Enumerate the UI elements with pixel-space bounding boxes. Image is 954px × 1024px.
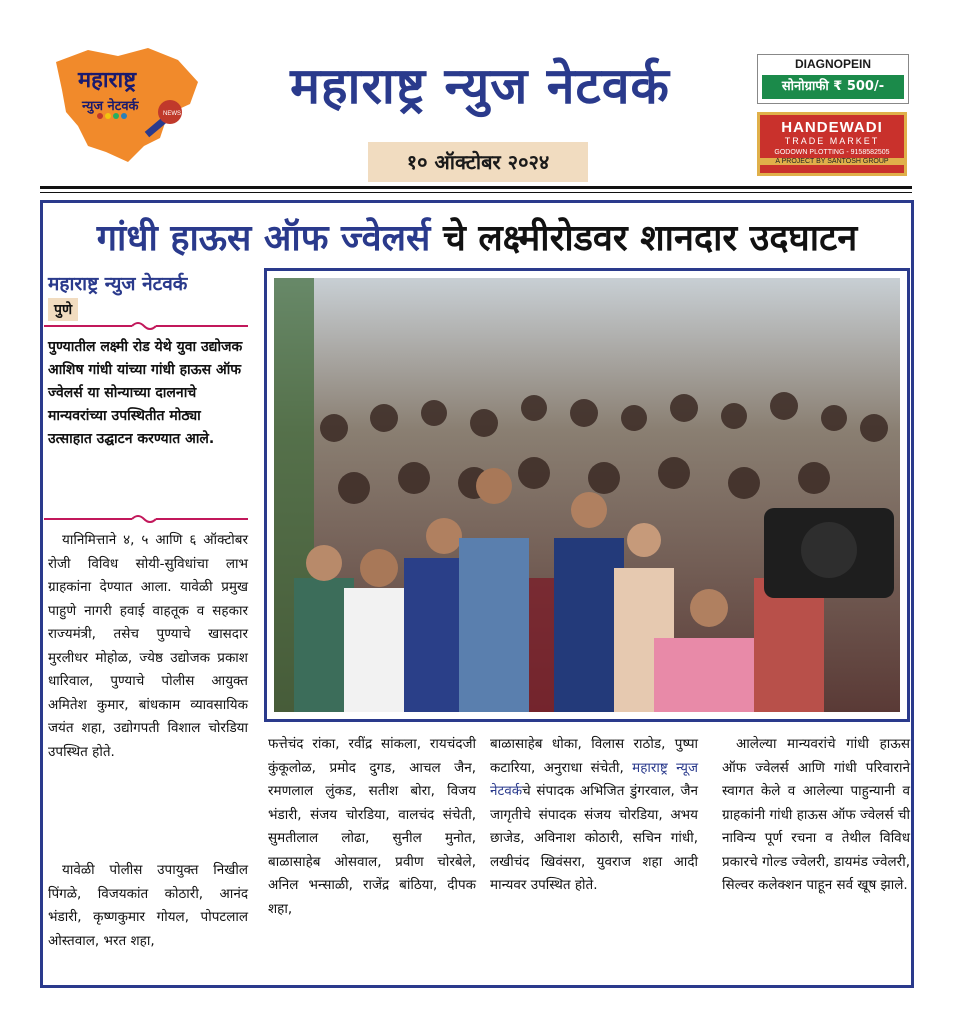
ad2-subtitle: TRADE MARKET — [784, 136, 880, 146]
ornament-divider-bottom — [44, 513, 248, 525]
ornament-divider-top — [44, 320, 248, 332]
logo-text-maharashtra: महाराष्ट्र — [78, 68, 137, 93]
byline: महाराष्ट्र न्युज नेटवर्क — [48, 273, 188, 295]
ad2-line3: GODOWN PLOTTING - 9158582505 — [774, 149, 890, 156]
column-3-part-a: बाळासाहेब धोका, विलास राठोड, पुष्पा कटारिया, अनुराधा संचेती, — [490, 736, 698, 776]
article-lead: पुण्यातील लक्ष्मी रोड येथे युवा उद्योजक आशिष गांधी यांच्या गांधी हाऊस ऑफ ज्वेलर्स या सोन्याच्या दालनाचे मान्यवरांच्या उपस्थितीत मोठ्या उत्साहात उद्घाटन करण्यात आले. — [48, 339, 243, 447]
headline-part1: गांधी हाऊस ऑफ ज्वेलर्स — [96, 218, 431, 259]
column-3-brand: महाराष्ट्र न्यूज नेटवर्क — [490, 759, 698, 799]
column-1-paragraph-2: यावेळी पोलीस उपायुक्त निखील पिंगळे, विजयकांत कोठारी, आनंद भंडारी, कृष्णकुमार गोयल, पोपटलाल ओस्तवाल, भरत शहा, — [48, 862, 248, 949]
issue-date: १० ऑक्टोबर २०२४ — [368, 142, 588, 182]
masthead-rule-thin — [40, 192, 912, 193]
diagnopein-ad[interactable] — [757, 54, 909, 104]
column-3 — [490, 733, 698, 898]
article-headline — [44, 212, 910, 261]
dateline: पुणे — [48, 298, 78, 321]
headline-part2: चे लक्ष्मीरोडवर शानदार उदघाटन — [442, 218, 858, 259]
svg-text:NEWS: NEWS — [163, 111, 181, 117]
column-4: आलेल्या मान्यवरांचे गांधी हाऊस ऑफ ज्वेलर्स आणि गांधी परिवाराने स्वागत केले व आलेल्या पाहुन्यानी व ग्राहकांनी गांधी हाऊस ऑफ ज्वेलर्स ची नाविन्य पूर्ण रचना व तेथील विविध प्रकारचे गोल्ड ज्वेलरी, डायमंड ज्वेलरी, सिल्वर कलेक्शन पाहून सर्व खूष झाले. — [722, 736, 910, 893]
logo-text-network: न्युज नेटवर्क — [82, 99, 139, 114]
ad1-text: सोनोग्राफी ₹ 500/- — [762, 75, 904, 99]
masthead-rule — [40, 186, 912, 189]
handewadi-ad[interactable] — [757, 112, 907, 176]
column-3-part-b: चे संपादक अभिजित डुंगरवाल, जैन जागृतीचे संपादक संजय चोरडिया, अभय छाजेड, अविनाश कोठारी, सचिन गांधी, लखीचंद खिवंसरा, युवराज शहा आदी मान्यवर उपस्थित होते. — [490, 783, 698, 893]
masthead-title: महाराष्ट्र न्युज नेटवर्क — [290, 57, 670, 115]
ad1-brand: DIAGNOPEIN — [794, 57, 871, 71]
ad2-line4: A PROJECT BY SANTOSH GROUP — [760, 158, 904, 165]
event-photo — [264, 268, 910, 722]
inauguration-crowd-photo — [274, 278, 900, 712]
column-2: फत्तेचंद रांका, रवींद्र सांकला, रायचंदजी कुंकूलोळ, प्रमोद दुगड, आचल जैन, रमणलाल लुंकड, सतीश बोरा, विजय भंडारी, संजय चोरडिया, वालचंद संचेती, सुमतीलाल लोढा, सुनील मुनोत, बाळासाहेब ओसवाल, प्रवीण चोरबेले, अनिल भन्साळी, राजेंद्र बांठिया, दीपक शहा, — [268, 736, 476, 917]
ad2-title: HANDEWADI — [781, 119, 883, 136]
column-1-paragraph-1: यानिमित्ताने ४, ५ आणि ६ ऑक्टोबर रोजी विविध सोयी-सुविधांचा लाभ ग्राहकांना देण्यात आला. यावेळी प्रमुख पाहुणे नागरी हवाई वाहतूक व सहकार राज्यमंत्री, तसेच पुण्याचे खासदार मुरलीधर मोहोळ, ज्येष्ठ उद्योजक प्रकाश धारिवाल, पुण्याचे पोलीस आयुक्त अमितेश कुमार, बांधकाम व्यावसायिक जयंत शहा, उद्योगपती विशाल चोरडिया उपस्थित होते. — [48, 532, 248, 760]
